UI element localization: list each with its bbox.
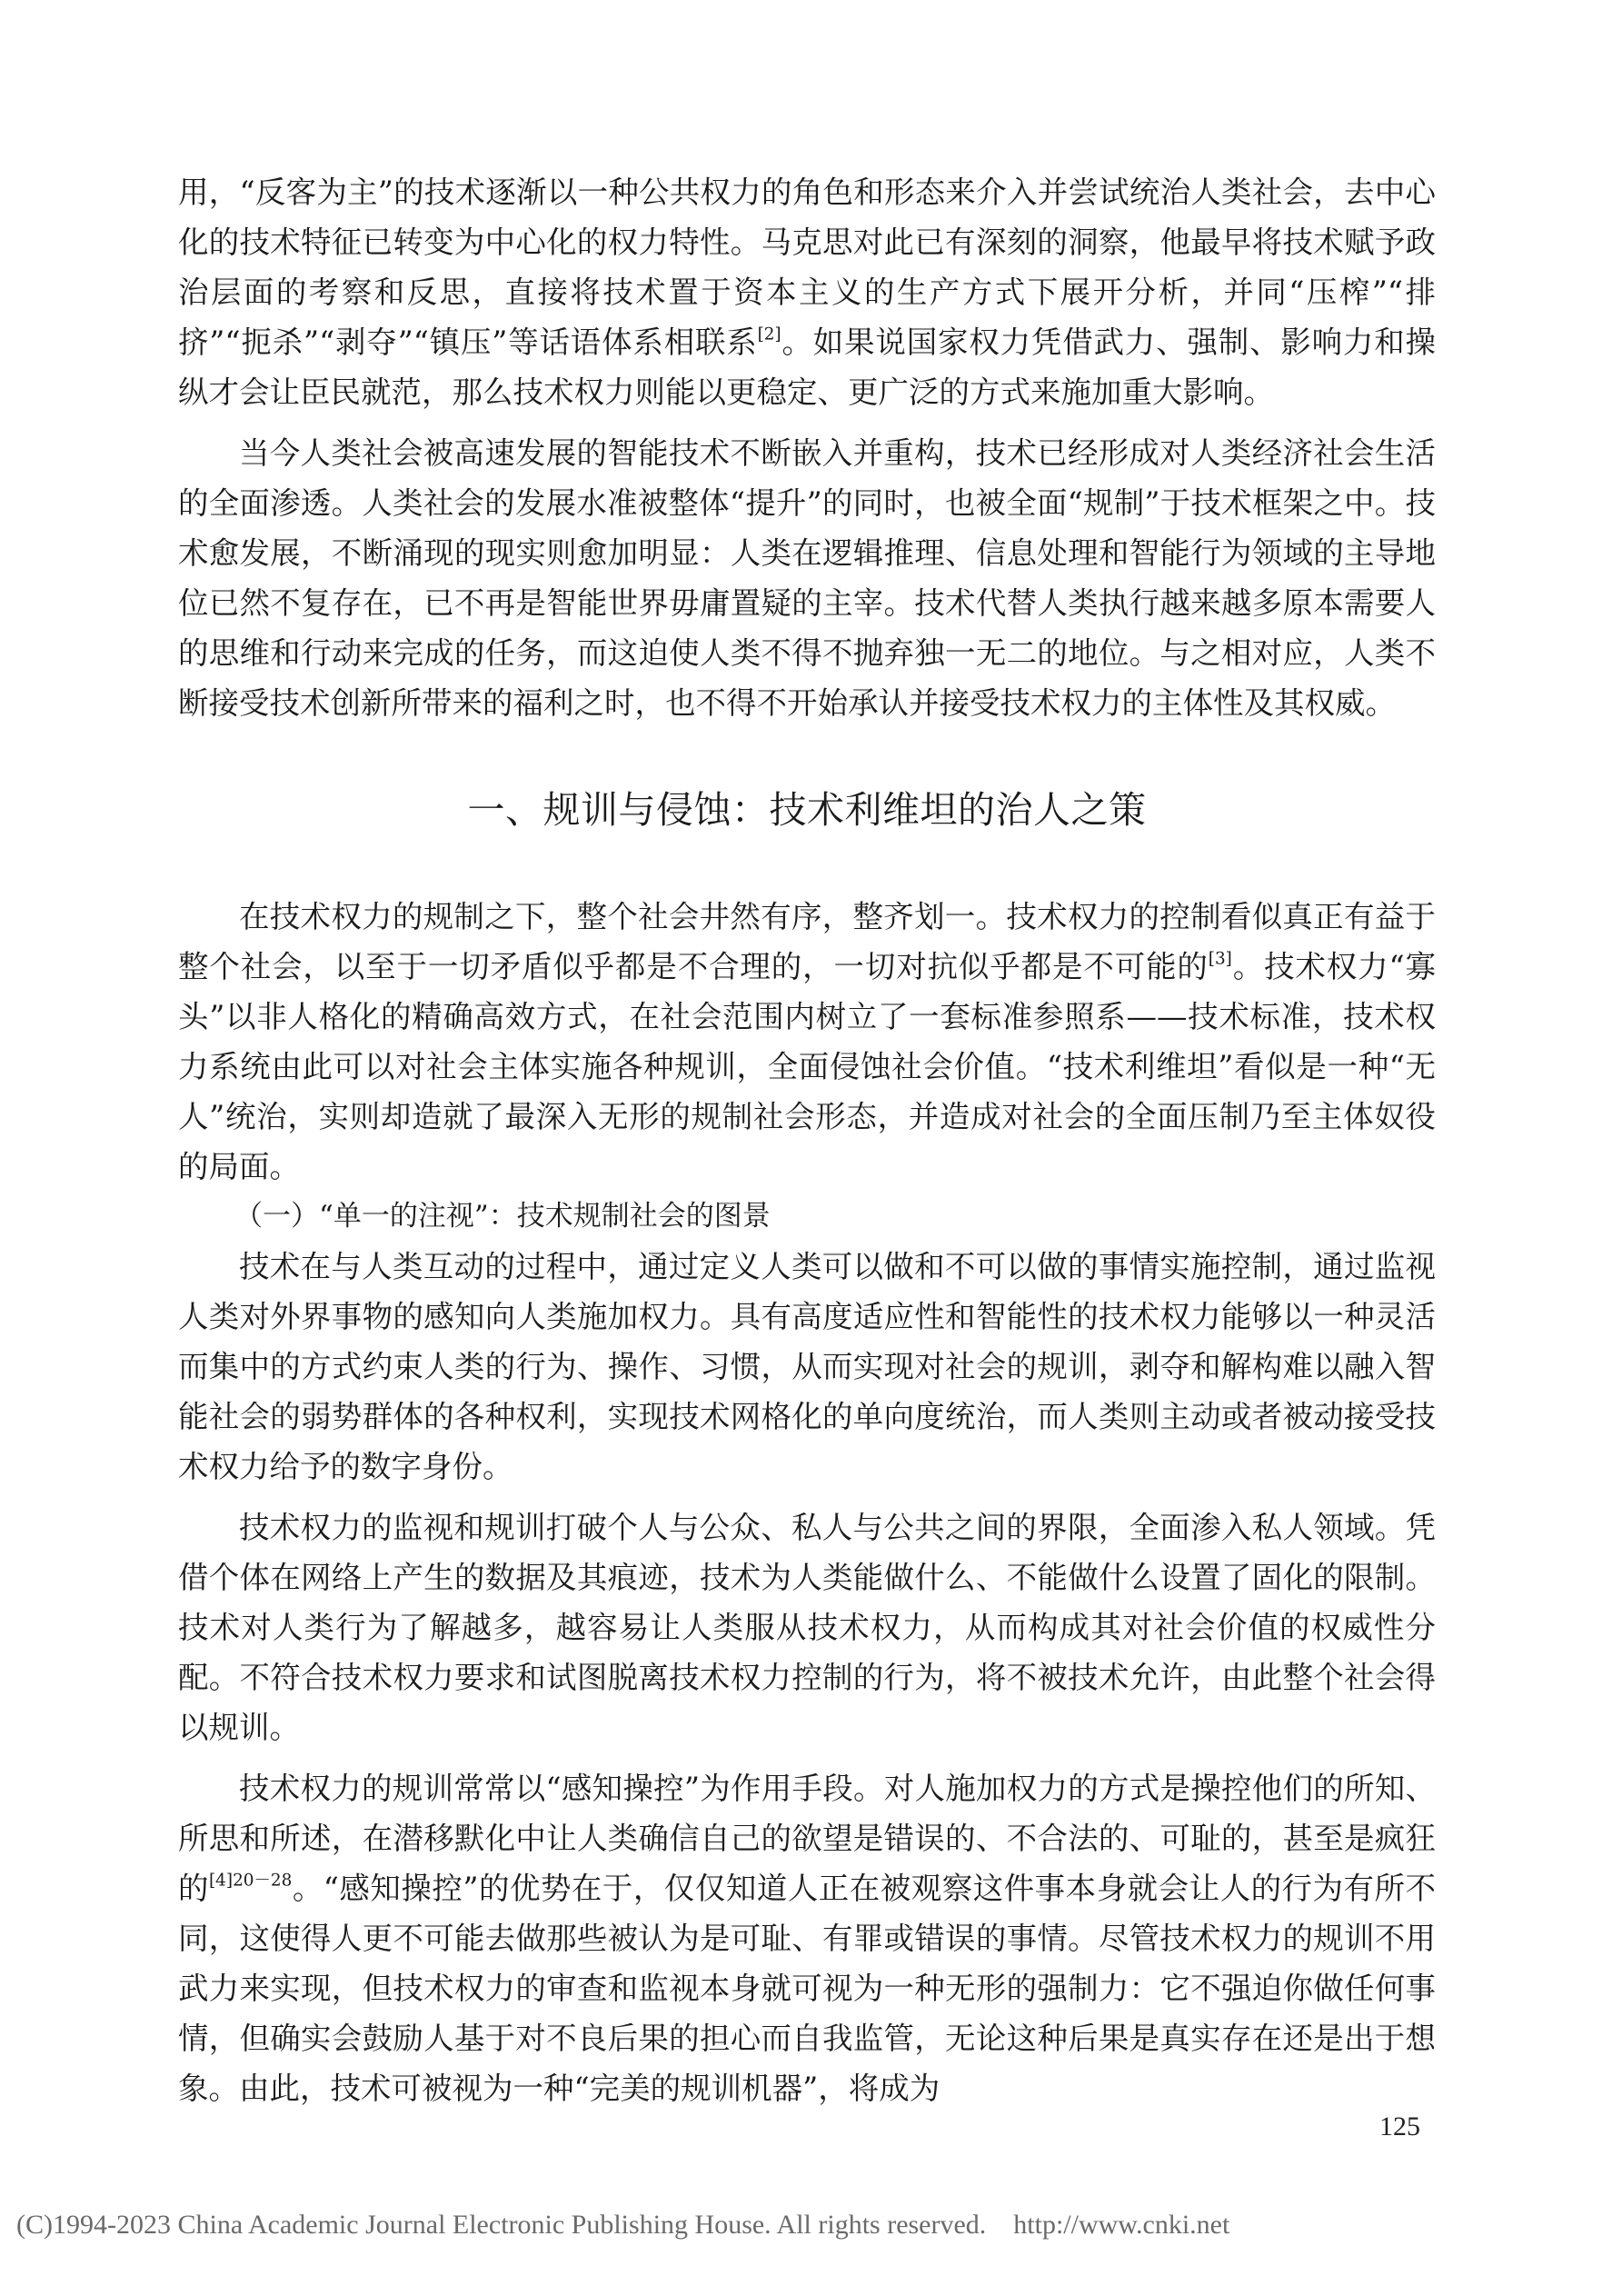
- paragraph: [178, 1502, 1436, 1752]
- paragraph-text: 在技术权力的规制之下，整个社会井然有序，整齐划一。技术权力的控制看似真正有益于整个社会，以至于一切矛盾似乎都是不合理的，一切对抗似乎都是不可能的: [178, 899, 1436, 984]
- paragraph-text: 技术权力的监视和规训打破个人与公众、私人与公共之间的界限，全面渗入私人领域。凭借个体在网络上产生的数据及其痕迹，技术为人类能做什么、不能做什么设置了固化的限制。技术对人类行为了解越多，越容易让人类服从技术权力，从而构成其对社会价值的权威性分配。不符合技术权力要求和试图脱离技术权力控制的行为，将不被技术允许，由此整个社会得以规训。: [178, 1510, 1436, 1745]
- page-number: 125: [1379, 2111, 1420, 2141]
- citation-ref[interactable]: [3]: [1208, 949, 1232, 969]
- citation-ref[interactable]: [4]20－28: [209, 1871, 293, 1891]
- article-body: [178, 167, 1436, 2113]
- paragraph: [178, 1242, 1436, 1492]
- paragraph-text: 。“感知操控”的优势在于，仅仅知道人正在被观察这件事本身就会让人的行为有所不同，这使得人更不可能去做那些被认为是可耻、有罪或错误的事情。尽管技术权力的规训不用武力来实现，但技术权力的审查和监视本身就可视为一种无形的强制力：它不强迫你做任何事情，但确实会鼓励人基于对不良后果的担心而自我监管，无论这种后果是真实存在还是出于想象。由此，技术可被视为一种“完美的规训机器”，将成为: [178, 1871, 1437, 2106]
- paragraph-text: 当今人类社会被高速发展的智能技术不断嵌入并重构，技术已经形成对人类经济社会生活的全面渗透。人类社会的发展水准被整体“提升”的同时，也被全面“规制”于技术框架之中。技术愈发展，不断涌现的现实则愈加明显：人类在逻辑推理、信息处理和智能行为领域的主导地位已然不复存在，已不再是智能世界毋庸置疑的主宰。技术代替人类执行越来越多原本需要人的思维和行动来完成的任务，而这迫使人类不得不抛弃独一无二的地位。与之相对应，人类不断接受技术创新所带来的福利之时，也不得不开始承认并接受技术权力的主体性及其权威。: [178, 435, 1436, 721]
- paragraph: [178, 167, 1436, 417]
- paragraph: [178, 892, 1436, 1192]
- section-title: 一、规训与侵蚀：技术利维坦的治人之策: [467, 788, 1147, 832]
- paragraph-text: 。如果说国家权力凭借武力、强制、影响力和操纵才会让臣民就范，那么技术权力则能以更稳定、更广泛的方式来施加重大影响。: [178, 324, 1437, 410]
- paragraph-text: 用，“反客为主”的技术逐渐以一种公共权力的角色和形态来介入并尝试统治人类社会，去中心化的技术特征已转变为中心化的权力特性。马克思对此已有深刻的洞察，他最早将技术赋予政治层面的考察和反思，直接将技术置于资本主义的生产方式下展开分析，并同“压榨”“排挤”“扼杀”“剥夺”“镇压”等话语体系相联系: [178, 175, 1436, 360]
- citation-ref[interactable]: [2]: [757, 324, 781, 344]
- copyright-footer: (C)1994-2023 China Academic Journal Electronic Publishing House. All rights reserved. http://www.cnki.net: [16, 2210, 1230, 2240]
- paragraph-text: 。技术权力“寡头”以非人格化的精确高效方式，在社会范围内树立了一套标准参照系——技术标准，技术权力系统由此可以对社会主体实施各种规训，全面侵蚀社会价值。“技术利维坦”看似是一种“无人”统治，实则却造就了最深入无形的规制社会形态，并造成对社会的全面压制乃至主体奴役的局面。: [178, 949, 1436, 1184]
- subsection-title: （一）“单一的注视”：技术规制社会的图景: [234, 1200, 771, 1233]
- paragraph: [178, 1763, 1436, 2113]
- paragraph-text: 技术权力的规训常常以“感知操控”为作用手段。对人施加权力的方式是操控他们的所知、所思和所述，在潜移默化中让人类确信自己的欲望是错误的、不合法的、可耻的，甚至是疯狂的: [178, 1771, 1436, 1906]
- paragraph-text: 技术在与人类互动的过程中，通过定义人类可以做和不可以做的事情实施控制，通过监视人类对外界事物的感知向人类施加权力。具有高度适应性和智能性的技术权力能够以一种灵活而集中的方式约束人类的行为、操作、习惯，从而实现对社会的规训，剥夺和解构难以融入智能社会的弱势群体的各种权利，实现技术网格化的单向度统治，而人类则主动或者被动接受技术权力给予的数字身份。: [178, 1249, 1436, 1484]
- paragraph: [178, 428, 1436, 728]
